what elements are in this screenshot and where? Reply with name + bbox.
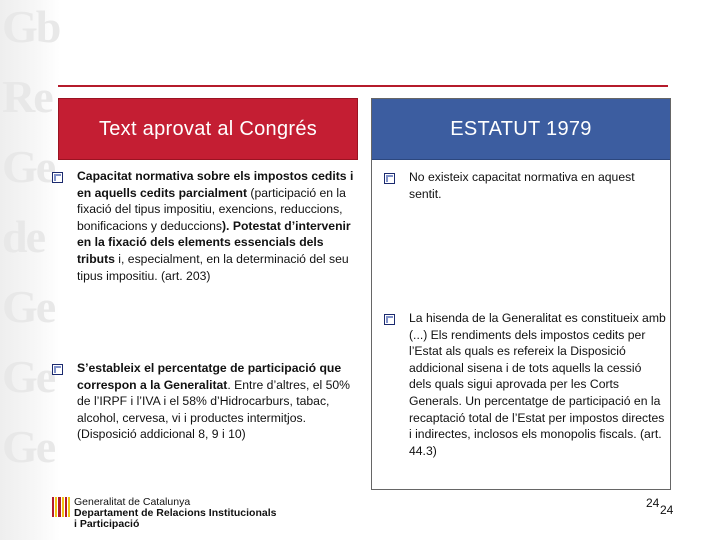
left-item-1-text (77, 168, 358, 284)
right-item-2 (372, 310, 670, 459)
left-column (58, 98, 358, 490)
text-bold: S’estableix el percentatge de participació que correspon a la Generalitat (77, 361, 342, 392)
org-line-2: Departament de Relacions Institucionals (74, 507, 277, 519)
checkbox-bullet-icon (52, 172, 63, 183)
background-watermark: Gb Re Ge de Ge Ge Ge (0, 0, 60, 540)
org-line-3: i Participació (74, 518, 140, 530)
text-regular: (participació en la fixació del tipus impositiu, exencions, reduccions, bonificacions y deduccions (77, 185, 346, 233)
right-item-2-text (409, 310, 670, 459)
left-item-2-text (77, 360, 358, 443)
left-column-header (58, 98, 358, 160)
right-item-1 (372, 169, 670, 202)
right-column-header (372, 99, 670, 160)
page-number: 24 (646, 496, 660, 510)
text-regular: No existeix capacitat normativa en aquest sentit. (409, 170, 635, 201)
right-column (371, 98, 671, 490)
text-regular: i, especialment, en la determinació del seu tipus impositiu. (art. 203) (77, 251, 349, 283)
org-name (74, 497, 276, 530)
left-item-2 (58, 360, 358, 443)
text-bold: Capacitat normativa sobre els impostos cedits i en aquells cedits parcialment (77, 169, 354, 200)
checkbox-bullet-icon (384, 314, 395, 325)
checkbox-bullet-icon (52, 364, 63, 375)
right-header-title: ESTATUT 1979 (450, 117, 592, 140)
senyera-icon (52, 497, 70, 517)
top-divider-line (58, 85, 668, 87)
text-regular: . Entre d’altres, el 50% de l’IRPF i l’IVA i el 58% d’Hidrocarburs, tabac, alcohol, cervesa, vi i productes intermitjos. (Disposició addicional 8, 9 i 10) (77, 377, 350, 442)
right-item-1-text (409, 169, 670, 202)
left-header-title: Text aprovat al Congrés (98, 117, 318, 140)
left-item-1 (58, 168, 358, 284)
text-regular: La hisenda de la Generalitat es constitueix amb (...) Els rendiments dels impostos cedits per l’Estat als quals es refereix la Disposició addicional sisena i de tots aquells la cessió dels quals sigui aprovada per les Corts Generals. Un percentatge de participació en la recaptació total de l’Estat per impostos directes i indirectes, inclosos els monopolis fiscals. (art. 44.3) (409, 311, 666, 458)
checkbox-bullet-icon (384, 173, 395, 184)
org-line-1: Generalitat de Catalunya (74, 496, 191, 508)
page-number-repeat: 24 (660, 503, 674, 517)
generalitat-logo (52, 497, 276, 530)
text-bold: ). Potestat d’intervenir en la fixació dels elements essencials dels tributs (77, 218, 351, 266)
